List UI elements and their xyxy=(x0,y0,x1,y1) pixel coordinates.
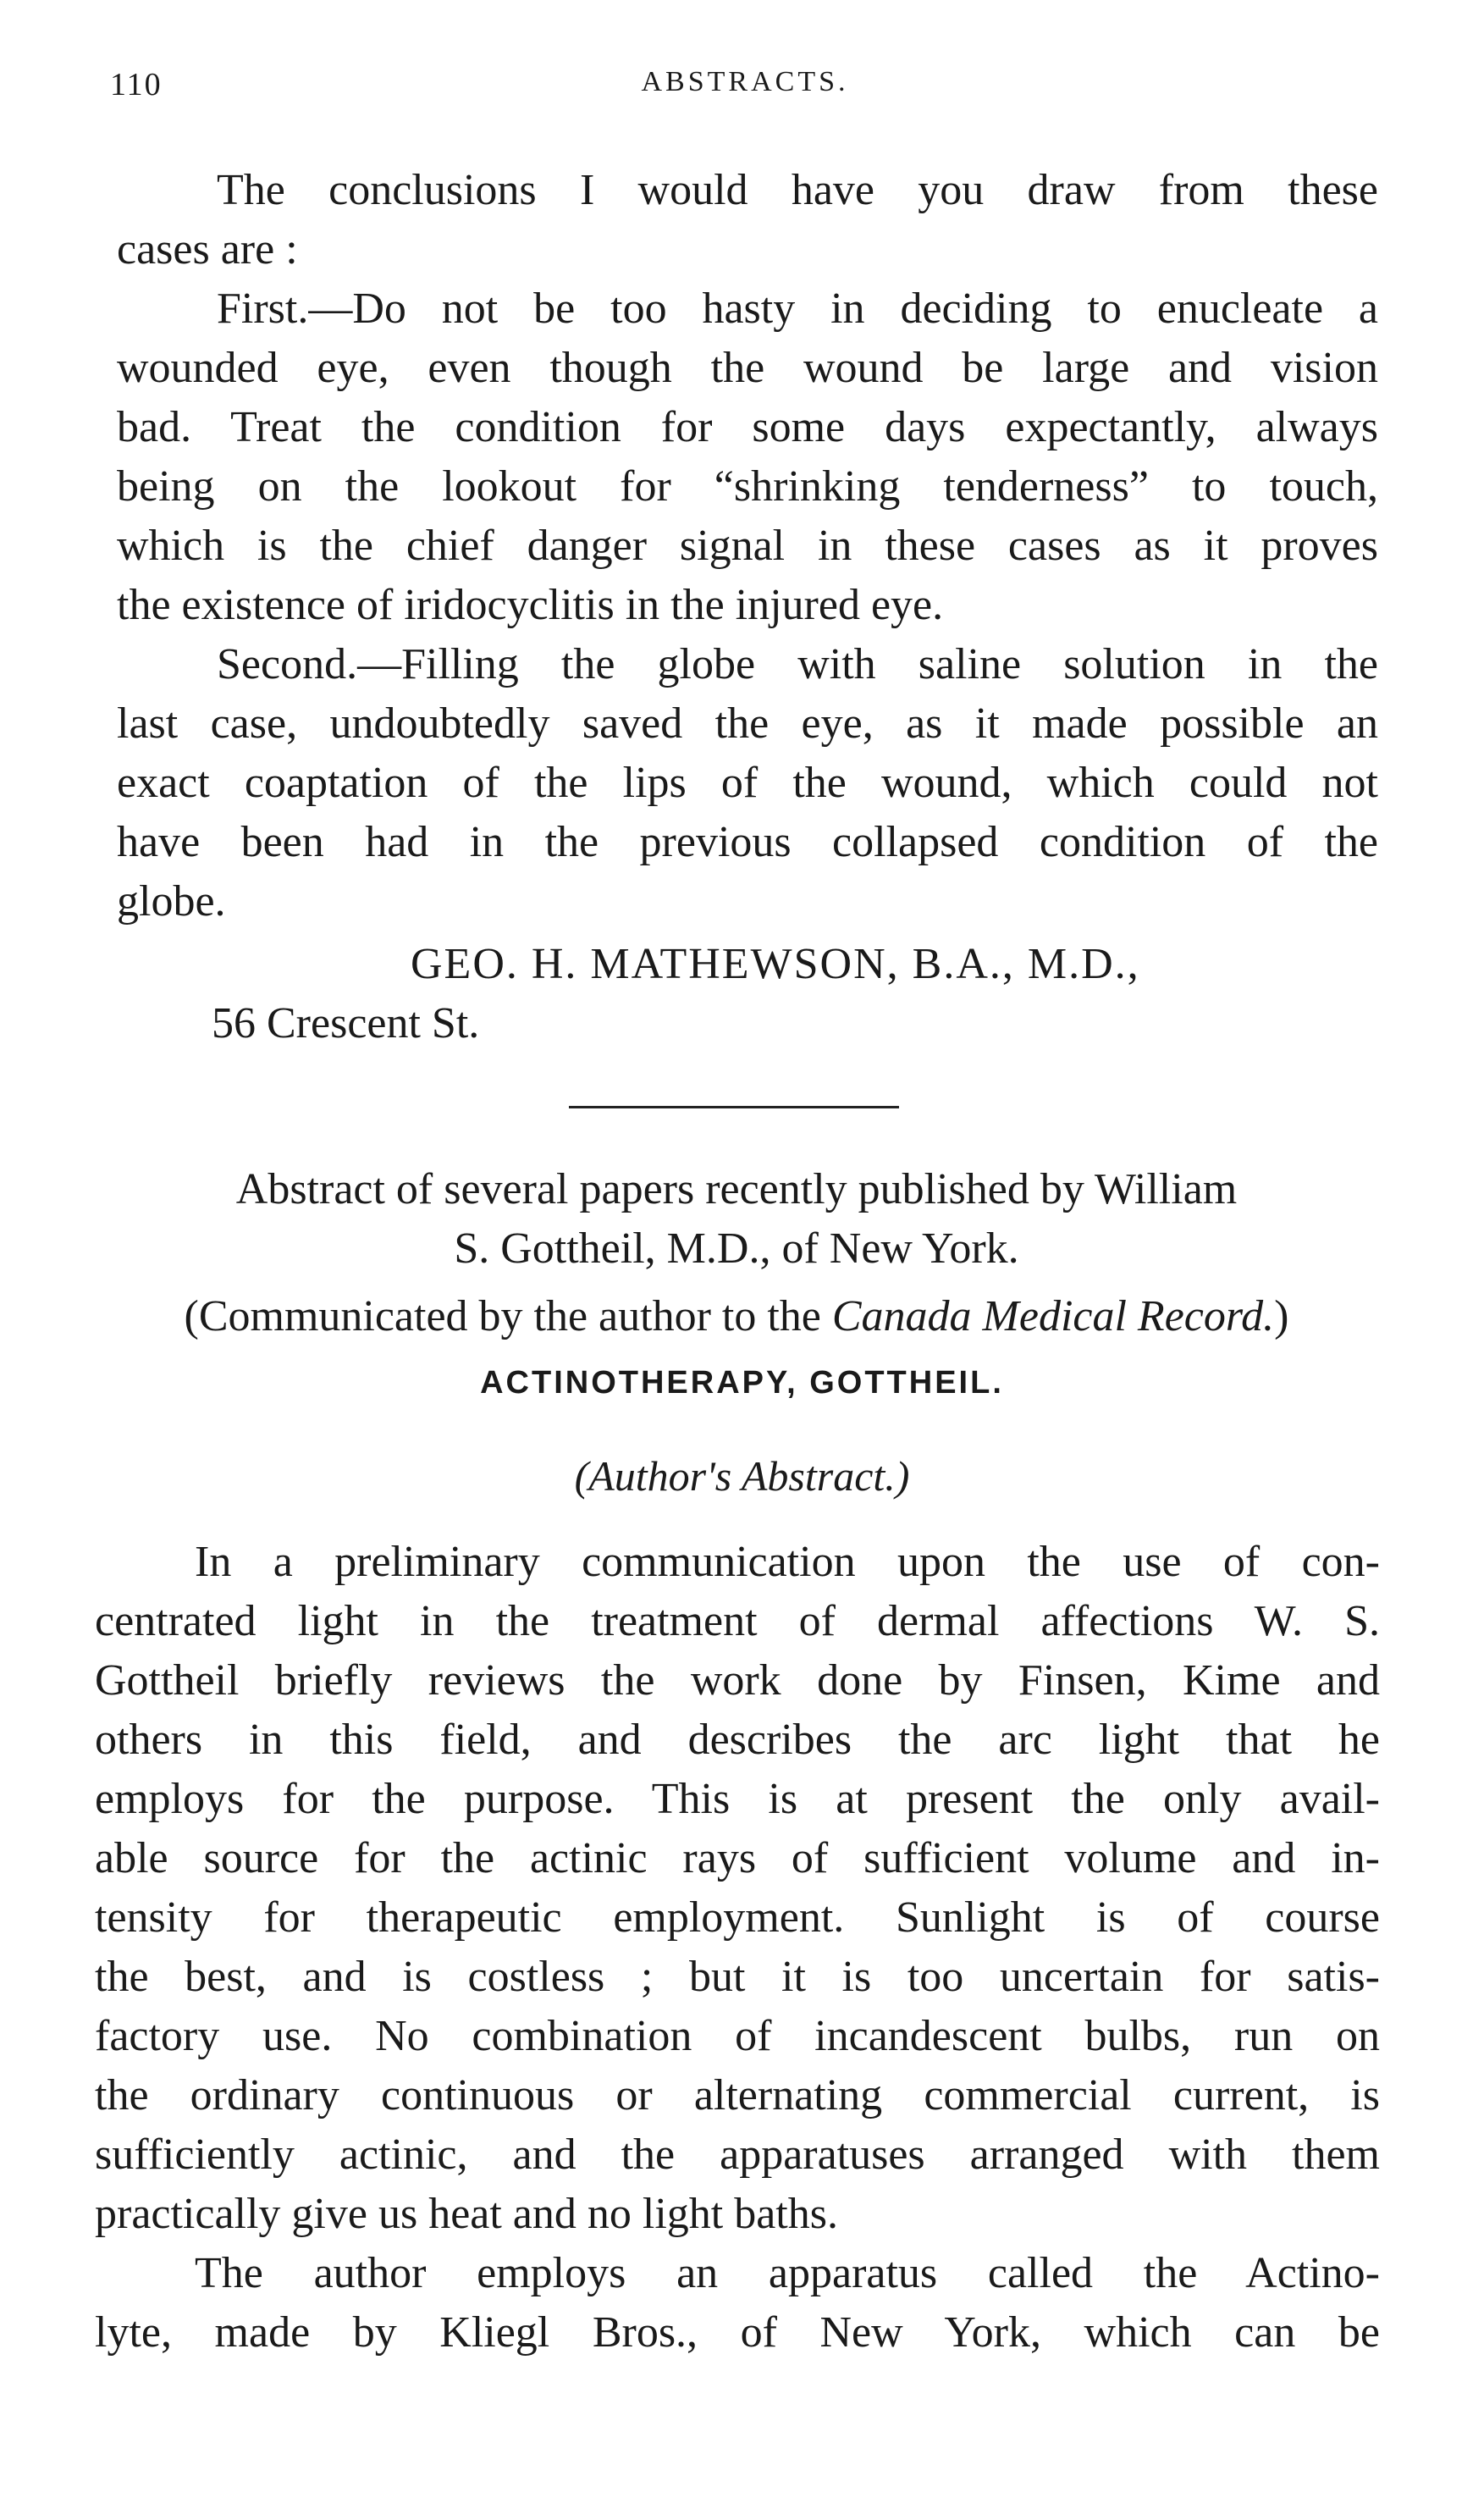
abstract-title xyxy=(93,1160,1380,1346)
author-signature: GEO. H. MATHEWSON, B.A., M.D., xyxy=(411,940,1140,988)
text-line: sufficiently actinic, and the apparatuses arranged with them xyxy=(95,2130,1380,2179)
text-line: last case, undoubtedly saved the eye, as it made possible an xyxy=(117,699,1378,748)
text-line: In a preliminary communication upon the use of con- xyxy=(195,1538,1380,1586)
page-number: 110 xyxy=(110,67,163,102)
text-line: Gottheil briefly reviews the work done by Finsen, Kime and xyxy=(95,1656,1380,1705)
text-line: the best, and is costless ; but it is too uncertain for satis- xyxy=(95,1953,1380,2001)
text-line: lyte, made by Kliegl Bros., of New York, which can be xyxy=(95,2308,1380,2357)
section-subheading: (Author's Abstract.) xyxy=(574,1452,910,1500)
page-header xyxy=(110,66,1380,117)
text-line: the existence of iridocyclitis in the injured eye. xyxy=(117,581,944,629)
communicated-prefix: (Communicated by the author to the xyxy=(184,1292,832,1340)
abstract-title-line: Abstract of several papers recently published by William xyxy=(235,1165,1238,1213)
communicated-note xyxy=(93,1287,1380,1346)
running-head: ABSTRACTS. xyxy=(641,66,849,97)
text-line: wounded eye, even though the wound be large and vision xyxy=(117,344,1378,392)
section-title: ACTINOTHERAPY, GOTTHEIL. xyxy=(480,1365,1004,1401)
text-line: factory use. No combination of incandescent bulbs, run on xyxy=(95,2012,1380,2060)
text-line: The conclusions I would have you draw from these xyxy=(217,166,1378,214)
text-line: the ordinary continuous or alternating commercial current, is xyxy=(95,2071,1380,2119)
text-line: bad. Treat the condition for some days expectantly, always xyxy=(117,403,1378,451)
text-line: centrated light in the treatment of dermal affections W. S. xyxy=(95,1597,1380,1645)
text-line: which is the chief danger signal in these cases as it proves xyxy=(117,522,1378,570)
text-line: globe. xyxy=(117,877,226,926)
abstract-title-line: S. Gottheil, M.D., of New York. xyxy=(454,1224,1019,1273)
conclusions-text xyxy=(117,161,1378,931)
text-line: Second.—Filling the globe with saline solution in the xyxy=(217,640,1378,688)
text-line: exact coaptation of the lips of the wound, which could not xyxy=(117,759,1378,807)
section-divider xyxy=(569,1106,899,1108)
author-address: 56 Crescent St. xyxy=(212,999,480,1047)
text-line: others in this field, and describes the arc light that he xyxy=(95,1716,1380,1764)
text-line: have been had in the previous collapsed condition of the xyxy=(117,818,1378,866)
text-line: practically give us heat and no light baths. xyxy=(95,2190,838,2238)
text-line: being on the lookout for “shrinking tenderness” to touch, xyxy=(117,462,1378,511)
text-line: able source for the actinic rays of sufficient volume and in- xyxy=(95,1834,1380,1882)
text-line: The author employs an apparatus called the Actino- xyxy=(195,2249,1380,2297)
actinotherapy-text xyxy=(95,1533,1380,2363)
text-line: cases are : xyxy=(117,225,298,274)
text-line: employs for the purpose. This is at present the only avail- xyxy=(95,1775,1380,1823)
text-line: First.—Do not be too hasty in deciding to enucleate a xyxy=(217,285,1378,333)
communicated-suffix: ) xyxy=(1274,1292,1289,1340)
journal-name: Canada Medical Record. xyxy=(831,1292,1275,1340)
text-line: tensity for therapeutic employment. Sunlight is of course xyxy=(95,1893,1380,1942)
